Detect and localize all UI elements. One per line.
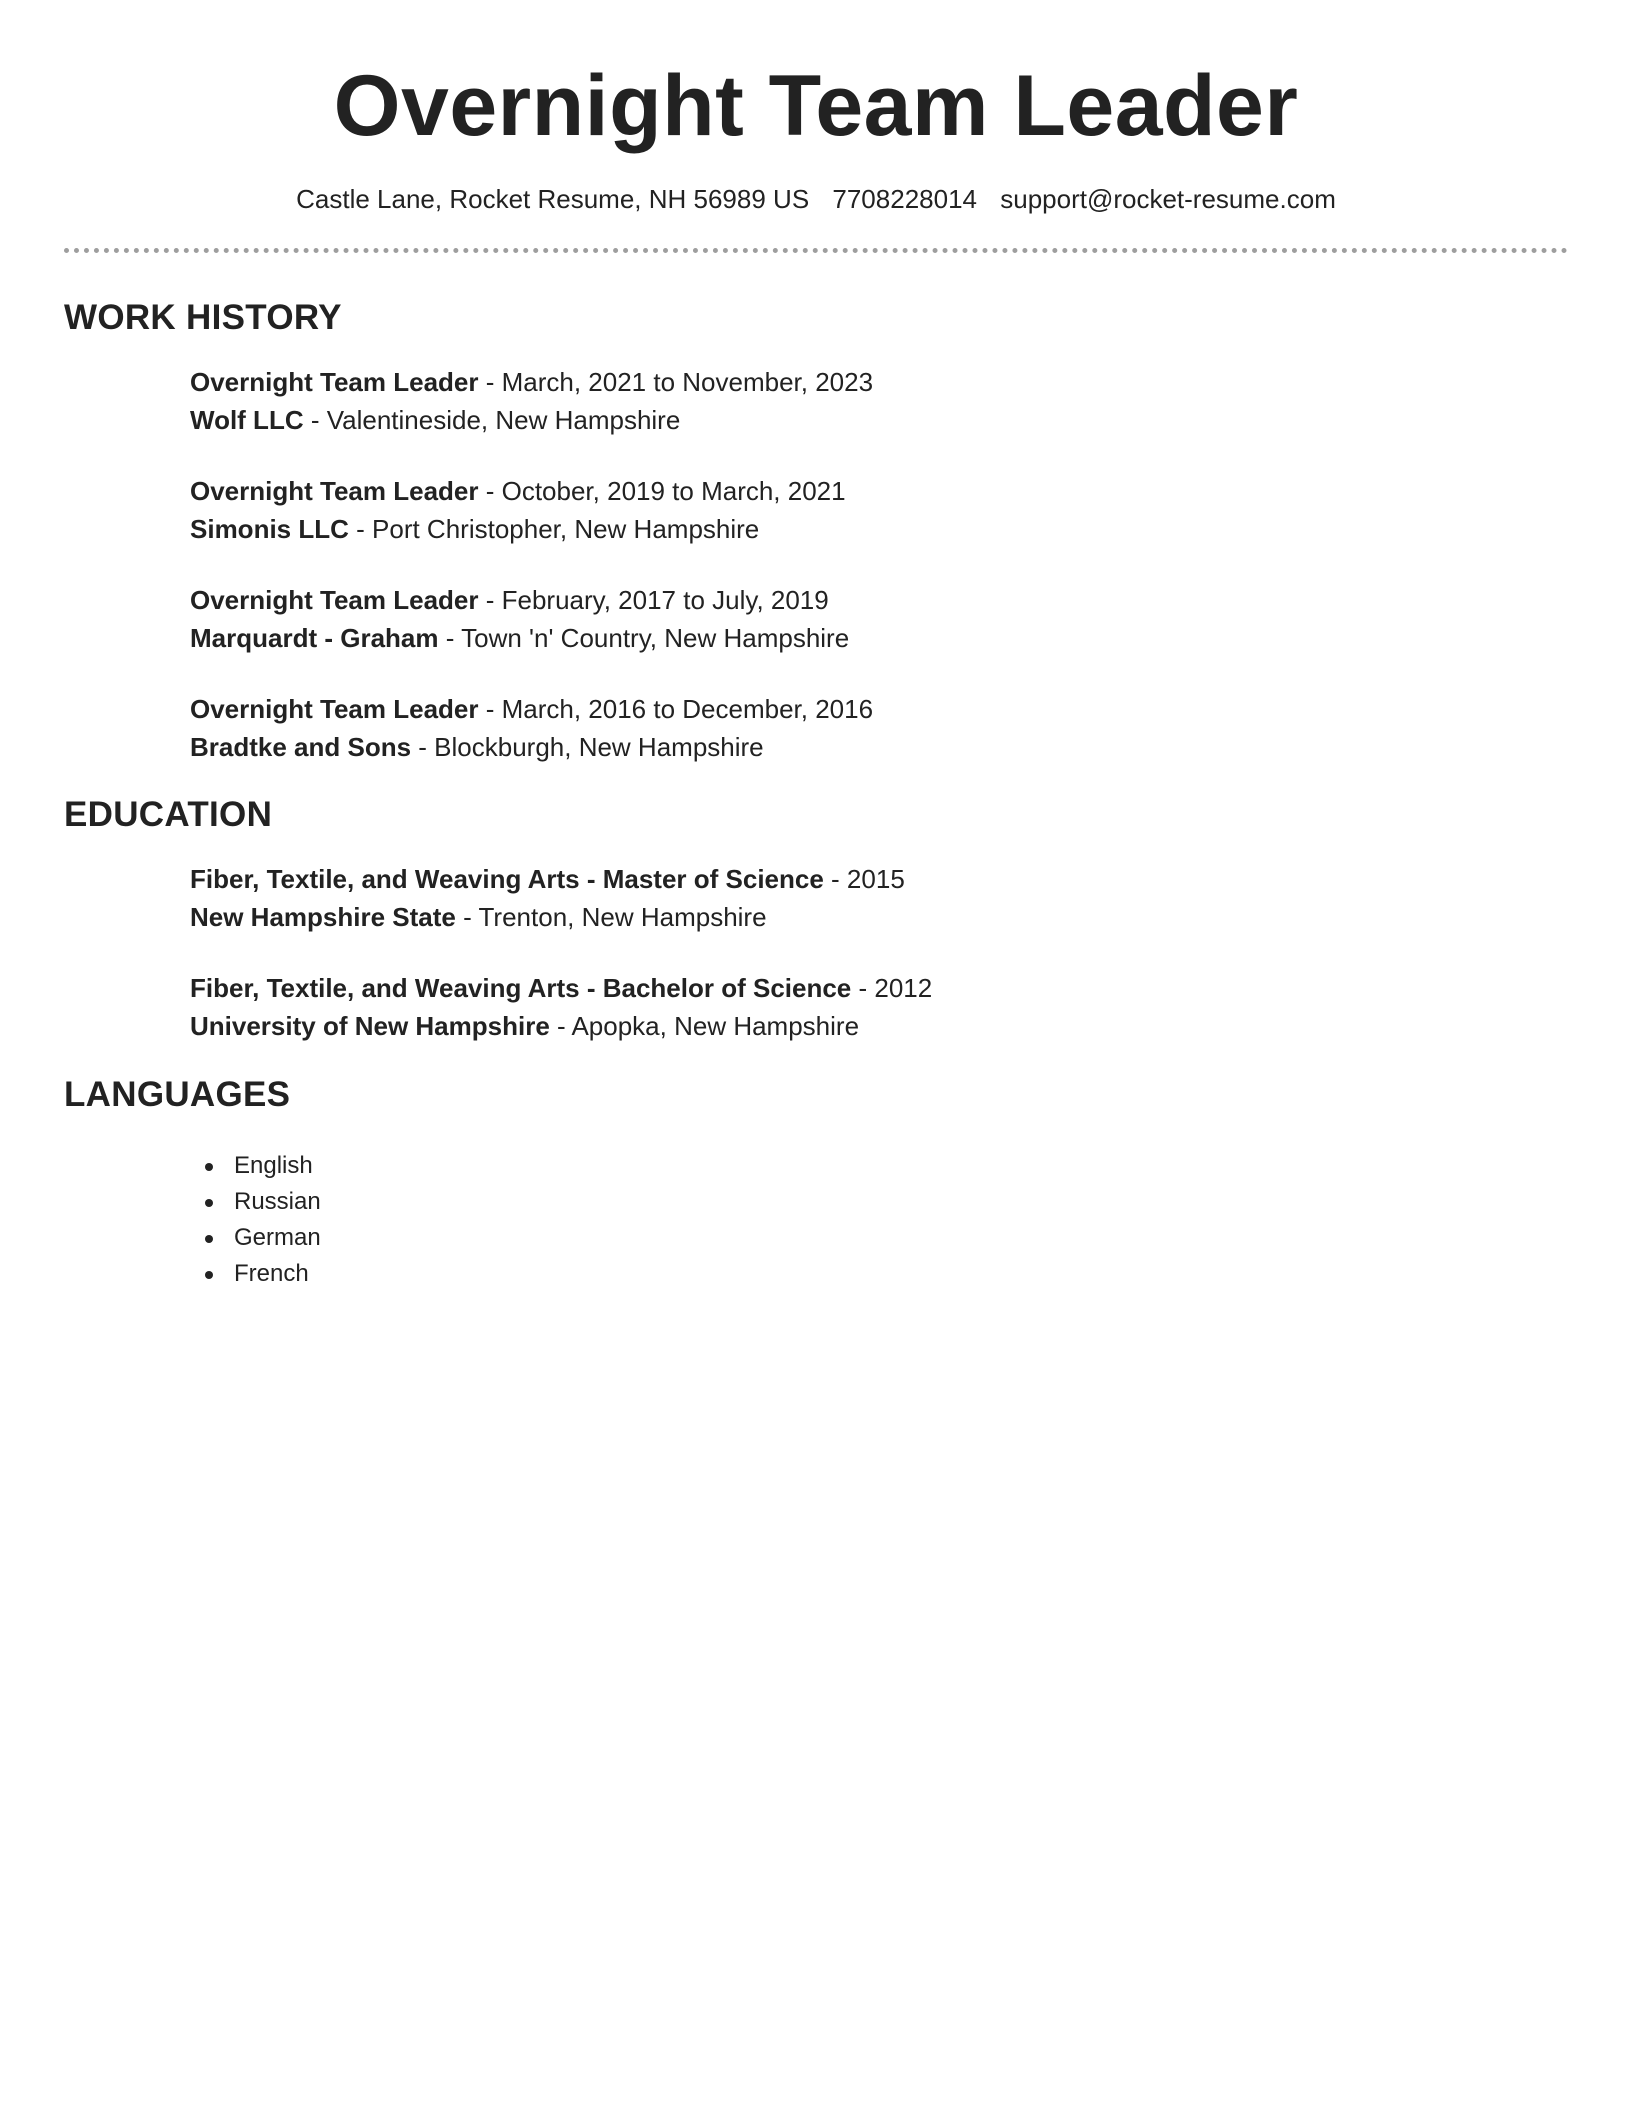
language-name: French (234, 1260, 309, 1287)
education-heading: EDUCATION (64, 795, 273, 834)
bullet-icon (205, 1199, 213, 1207)
education-entry (190, 969, 932, 1045)
degree-name: Fiber, Textile, and Weaving Arts - Master of Science (190, 864, 824, 894)
company-location: - Valentineside, New Hampshire (303, 405, 681, 435)
job-dates: - March, 2021 to November, 2023 (478, 367, 874, 397)
work-entry (190, 472, 846, 548)
contact-phone: 7708228014 (832, 184, 977, 214)
school-name: University of New Hampshire (190, 1011, 550, 1041)
company-name: Bradtke and Sons (190, 732, 412, 762)
job-dates: - February, 2017 to July, 2019 (478, 585, 829, 615)
languages-list (190, 1148, 321, 1292)
contact-email[interactable]: support@rocket-resume.com (1000, 184, 1336, 214)
contact-address: Castle Lane, Rocket Resume, NH 56989 US (296, 184, 810, 214)
company-location: - Town 'n' Country, New Hampshire (438, 623, 850, 653)
work-entry (190, 363, 873, 439)
language-name: English (234, 1152, 313, 1179)
contact-line (64, 182, 1568, 216)
resume-page (64, 0, 1568, 2112)
job-title: Overnight Team Leader (190, 585, 479, 615)
degree-year: - 2015 (823, 864, 905, 894)
work-entry (190, 581, 849, 657)
language-name: German (234, 1224, 321, 1251)
language-name: Russian (234, 1188, 321, 1215)
school-name: New Hampshire State (190, 902, 456, 932)
work-history-heading: WORK HISTORY (64, 298, 342, 337)
header-divider (64, 248, 1568, 253)
company-name: Wolf LLC (190, 405, 304, 435)
bullet-icon (205, 1163, 213, 1171)
job-title: Overnight Team Leader (190, 367, 479, 397)
languages-heading: LANGUAGES (64, 1075, 291, 1114)
school-location: - Apopka, New Hampshire (549, 1011, 860, 1041)
bullet-icon (205, 1235, 213, 1243)
company-location: - Port Christopher, New Hampshire (348, 514, 760, 544)
degree-year: - 2012 (851, 973, 933, 1003)
job-title: Overnight Team Leader (190, 476, 479, 506)
list-item (190, 1184, 321, 1220)
company-location: - Blockburgh, New Hampshire (411, 732, 764, 762)
school-location: - Trenton, New Hampshire (455, 902, 767, 932)
job-dates: - March, 2016 to December, 2016 (478, 694, 874, 724)
job-dates: - October, 2019 to March, 2021 (478, 476, 846, 506)
company-name: Simonis LLC (190, 514, 349, 544)
list-item (190, 1148, 321, 1184)
list-item (190, 1256, 321, 1292)
company-name: Marquardt - Graham (190, 623, 439, 653)
job-title: Overnight Team Leader (190, 694, 479, 724)
list-item (190, 1220, 321, 1256)
bullet-icon (205, 1271, 213, 1279)
work-entry (190, 690, 873, 766)
education-entry (190, 860, 905, 936)
degree-name: Fiber, Textile, and Weaving Arts - Bachelor of Science (190, 973, 852, 1003)
candidate-name: Overnight Team Leader (333, 58, 1299, 154)
